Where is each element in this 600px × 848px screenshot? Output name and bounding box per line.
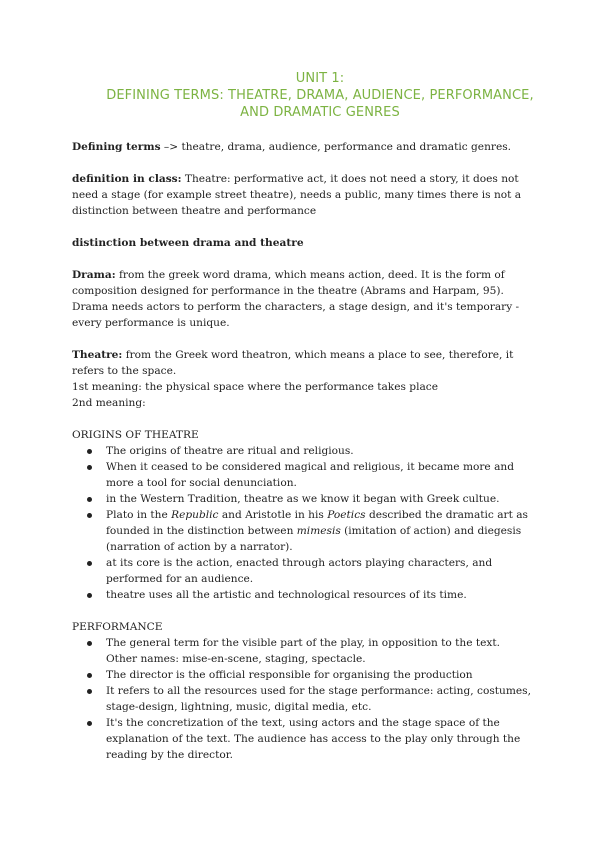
bullet-icon [87, 689, 92, 694]
list-item: It refers to all the resources used for the stage performance: acting, costumes, stage-design, lightning, music, digital media, etc. [72, 683, 532, 715]
bullet-icon [87, 449, 92, 454]
bullet-icon [87, 641, 92, 646]
list-item: Plato in the Republic and Aristotle in his Poetics described the dramatic art as founded in the distinction between mimesis (imitation of action) and diegesis (narration of action by a narrator). [72, 507, 532, 555]
bullet-icon [87, 465, 92, 470]
unit-title [40, 70, 600, 121]
definition-in-class-text: Theatre: performative act, it does not need a story, it does not need a stage (for example street theatre), needs a public, many times there is not a distinction between theatre and performance [72, 173, 522, 217]
list-item: theatre uses all the artistic and technological resources of its time. [72, 587, 532, 603]
drama-label: Drama: [72, 269, 116, 281]
unit-title-line-1: UNIT 1: [295, 71, 345, 86]
bullet-icon [87, 513, 92, 518]
origins-list [72, 443, 532, 603]
list-item: at its core is the action, enacted through actors playing characters, and performed for an audience. [72, 555, 532, 587]
republic-title: Republic [171, 509, 219, 521]
unit-title-line-3: AND DRAMATIC GENRES [240, 105, 400, 120]
bullet-icon [87, 721, 92, 726]
list-item: The general term for the visible part of the play, in opposition to the text. Other names: mise-en-scene, staging, spectacle. [72, 635, 532, 667]
theatre-meaning-1: 1st meaning: the physical space where the performance takes place [72, 381, 438, 393]
document-body [72, 139, 532, 763]
list-item: It's the concretization of the text, using actors and the stage space of the explanation of the text. The audience has access to the play only through the reading by the director. [72, 715, 532, 763]
bullet-icon [87, 561, 92, 566]
list-item: The director is the official responsible for organising the production [72, 667, 532, 683]
bullet-icon [87, 497, 92, 502]
drama-paragraph [72, 267, 532, 331]
defining-terms-label: Defining terms [72, 141, 161, 153]
performance-list [72, 635, 532, 763]
bullet-icon [87, 673, 92, 678]
unit-title-line-2: DEFINING TERMS: THEATRE, DRAMA, AUDIENCE, PERFORMANCE, [106, 88, 534, 103]
defining-terms-text: –> theatre, drama, audience, performance and dramatic genres. [160, 141, 512, 153]
performance-heading: PERFORMANCE [72, 621, 163, 633]
mimesis-term: mimesis [296, 525, 341, 537]
list-item: in the Western Tradition, theatre as we know it began with Greek cultue. [72, 491, 532, 507]
poetics-title: Poetics [327, 509, 366, 521]
definition-in-class-paragraph [72, 171, 532, 219]
drama-text: from the greek word drama, which means action, deed. It is the form of composition designed for performance in the theatre (Abrams and Harpam, 95). Drama needs actors to perform the characters, a stage design, and it's temporary - every performance is unique. [72, 269, 520, 329]
theatre-meaning-2: 2nd meaning: [72, 397, 146, 409]
defining-terms-paragraph [72, 139, 532, 155]
theatre-text: from the Greek word theatron, which means a place to see, therefore, it refers to the space. [72, 349, 514, 377]
bullet-icon [87, 593, 92, 598]
distinction-heading: distinction between drama and theatre [72, 237, 304, 249]
theatre-paragraph [72, 347, 532, 379]
list-item: When it ceased to be considered magical and religious, it became more and more a tool for social denunciation. [72, 459, 532, 491]
theatre-label: Theatre: [72, 349, 123, 361]
origins-heading: ORIGINS OF THEATRE [72, 429, 199, 441]
definition-in-class-label: definition in class: [72, 173, 182, 185]
list-item: The origins of theatre are ritual and religious. [72, 443, 532, 459]
